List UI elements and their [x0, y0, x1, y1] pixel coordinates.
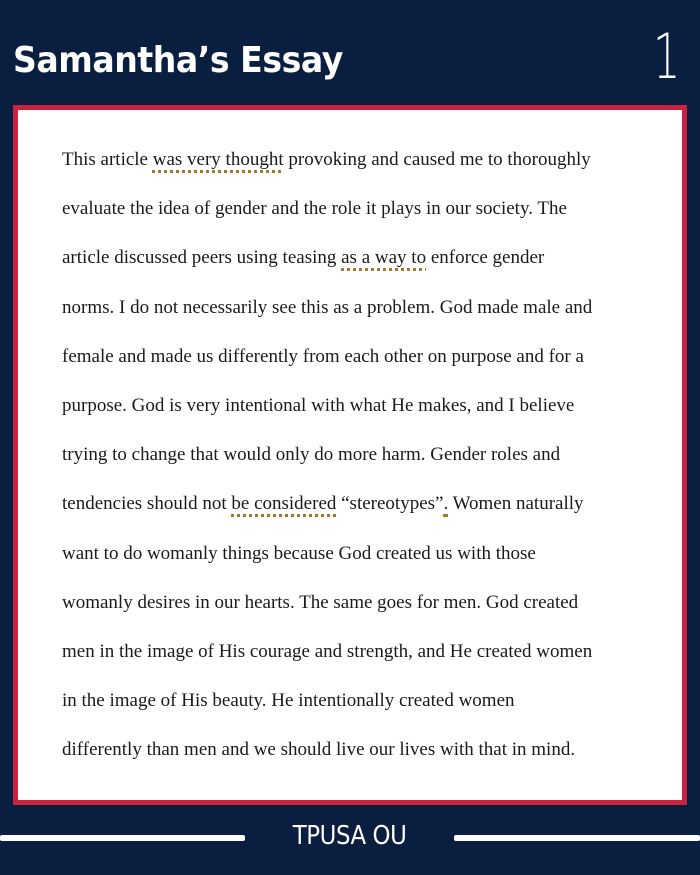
essay-card — [13, 105, 687, 805]
essay-text-segment: womanly desires in our hearts. The same goes for men. God created — [62, 591, 579, 613]
essay-text-segment: differently than men and we should live our lives with that in mind. — [62, 739, 576, 761]
grammar-flag: be considered — [231, 493, 337, 515]
essay-text-segment: tendencies should not — [62, 493, 232, 515]
essay-text-segment: article discussed peers using teasing — [62, 247, 342, 269]
essay-line — [62, 543, 662, 592]
essay-text-segment: enforce gender — [426, 247, 545, 269]
essay-line — [62, 592, 662, 641]
essay-line — [62, 346, 662, 395]
essay-text-segment: This article — [62, 149, 153, 170]
essay-text-segment: “stereotypes” — [336, 493, 444, 515]
essay-text-segment: Women naturally — [448, 493, 584, 515]
essay-line — [62, 198, 662, 247]
essay-text — [62, 149, 662, 788]
essay-line — [62, 641, 662, 690]
essay-line — [62, 444, 662, 493]
essay-line — [62, 247, 662, 296]
grammar-flag: . — [443, 493, 449, 515]
essay-text-segment: female and made us differently from each other on purpose and for a — [62, 345, 584, 367]
footer-label-text: TPUSA OU — [293, 821, 407, 851]
grammar-flag: was very thought — [152, 149, 284, 170]
essay-text-segment: purpose. God is very intentional with what He makes, and I believe — [62, 394, 575, 416]
essay-text-segment: provoking and caused me to thoroughly — [283, 149, 591, 170]
essay-text-segment: norms. I do not necessarily see this as a problem. God made male and — [62, 296, 593, 318]
essay-line — [62, 739, 662, 788]
grammar-flag: as a way to — [341, 247, 427, 269]
footer-divider-right — [454, 835, 700, 841]
essay-text-segment: in the image of His beauty. He intentionally created women — [62, 690, 515, 712]
essay-line — [62, 690, 662, 739]
page-title: Samantha’s Essay — [13, 40, 343, 81]
essay-text-segment: evaluate the idea of gender and the role it plays in our society. The — [62, 198, 567, 220]
essay-text-segment: want to do womanly things because God created us with those — [62, 542, 536, 564]
essay-line — [62, 493, 662, 542]
essay-text-segment: trying to change that would only do more harm. Gender roles and — [62, 444, 561, 466]
essay-line — [62, 149, 662, 198]
essay-line — [62, 297, 662, 346]
essay-text-segment: men in the image of His courage and strength, and He created women — [62, 640, 593, 662]
page-number: 1 — [652, 20, 680, 93]
essay-line — [62, 395, 662, 444]
